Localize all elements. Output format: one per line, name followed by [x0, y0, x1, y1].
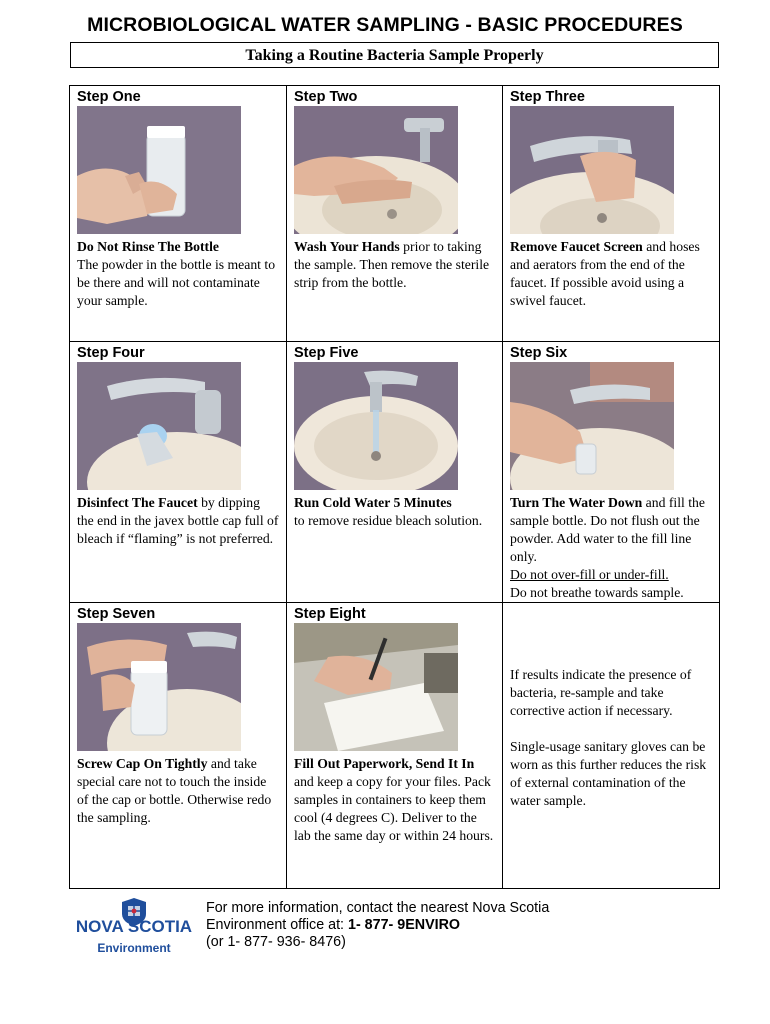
step-six-photo [510, 362, 674, 490]
step-cell-7 [70, 603, 287, 889]
step-description: Fill Out Paperwork, Send It In and keep a copy for your files. Pack samples in containers to keep them cool (4 degrees C). Deliver to the lab the same day or within 24 hours. [294, 756, 494, 843]
step-description: Wash Your Hands prior to taking the sample. Then remove the sterile strip from the bottle. [294, 239, 490, 290]
step-cell-3 [503, 86, 720, 342]
step-cell-6 [503, 342, 720, 603]
step-four-photo [77, 362, 241, 490]
step-cell-1 [70, 86, 287, 342]
step-eight-photo [294, 623, 458, 751]
steps-table [69, 85, 720, 889]
step-description: Disinfect The Faucet by dipping the end in the javex bottle cap full of bleach if “flaming” is not preferred. [77, 495, 279, 546]
notes-cell [503, 603, 720, 889]
step-two-photo [294, 106, 458, 234]
page-title: MICROBIOLOGICAL WATER SAMPLING - BASIC PROCEDURES [87, 14, 683, 36]
step-label: Step Eight [294, 606, 366, 622]
step-one-photo [77, 106, 241, 234]
logo-subtext: Environment [97, 941, 171, 955]
nova-scotia-environment-logo [72, 894, 196, 960]
step-label: Step Three [510, 89, 585, 105]
step-description: Screw Cap On Tightly and take special care not to touch the inside of the cap or bottle. Otherwise redo the sampling. [77, 756, 272, 825]
contact-info [206, 900, 549, 951]
step-label: Step Two [294, 89, 358, 105]
step-cell-8 [287, 603, 503, 889]
step-three-photo [510, 106, 674, 234]
logo-wordmark: NOVA SCOTIA [75, 917, 193, 936]
step-five-photo [294, 362, 458, 490]
page-subtitle: Taking a Routine Bacteria Sample Properly [70, 42, 719, 68]
step-label: Step Four [77, 345, 145, 361]
step-description: Do Not Rinse The Bottle The powder in the bottle is meant to be there and will not contaminate your sample. [77, 239, 276, 308]
step-cell-5 [287, 342, 503, 603]
step-description: Remove Faucet Screen and hoses and aerators from the end of the faucet. If possible avoid using a swivel faucet. [510, 239, 700, 308]
step-label: Step Six [510, 345, 568, 361]
results-note: If results indicate the presence of bacteria, re-sample and take corrective action if necessary. [510, 667, 692, 718]
gloves-note: Single-usage sanitary gloves can be worn as this further reduces the risk of external contamination of the water sample. [510, 739, 707, 808]
contact-line-2: Environment office at: 1- 877- 9ENVIRO [206, 917, 461, 933]
contact-line-1: For more information, contact the nearest Nova Scotia [206, 900, 550, 916]
step-seven-photo [77, 623, 241, 751]
step-label: Step Five [294, 345, 359, 361]
step-cell-2 [287, 86, 503, 342]
step-cell-4 [70, 342, 287, 603]
step-label: Step One [77, 89, 141, 105]
contact-line-3: (or 1- 877- 936- 8476) [206, 934, 346, 950]
step-label: Step Seven [77, 606, 156, 622]
step-description: Turn The Water Down and fill the sample bottle. Do not flush out the powder. Add water to the fill line only. Do not over-fill or under-fill. Do not breathe towards sample. [510, 495, 705, 600]
step-description: Run Cold Water 5 Minutes to remove residue bleach solution. [294, 495, 483, 528]
phone-primary: 1- 877- 9ENVIRO [348, 917, 461, 933]
